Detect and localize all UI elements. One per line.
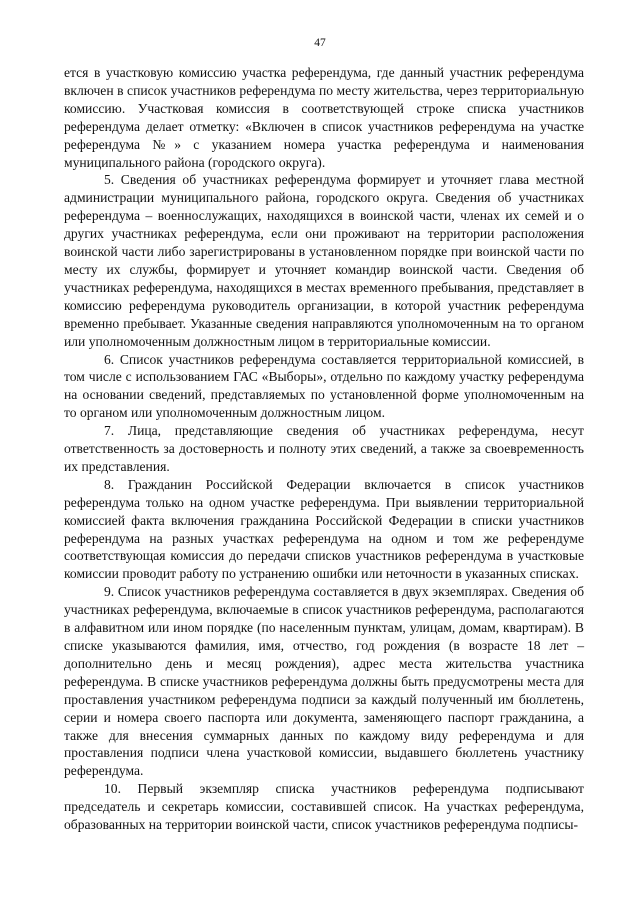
document-body: [64, 64, 584, 834]
paragraph-item-5: 5. Сведения об участниках референдума формирует и уточняет глава местной администрации муниципального района, городского округа. Сведения об участниках референдума – военнослужащих, находящихся в воинской части, членах их семей и о других участниках референдума, если они проживают на территории расположения воинской части либо зарегистрированы в установленном порядке при воинской части по месту их службы, формирует и уточняет командир воинской части. Сведения об участниках референдума, находящихся в местах временного пребывания, представляет в комиссию референдума руководитель организации, в которой участник референдума временно пребывает. Указанные сведения направляются уполномоченным на то органом или уполномоченным должностным лицом в территориальные комиссии.: [64, 172, 584, 349]
page-number: 47: [314, 37, 326, 49]
paragraph-item-9: 9. Список участников референдума составляется в двух экземплярах. Сведения об участниках референдума, включаемые в список участников референдума, располагаются в алфавитном или ином порядке (по населенным пунктам, улицам, домам, квартирам). В списке указываются фамилия, имя, отчество, год рождения (в возрасте 18 лет – дополнительно день и месяц рождения), адрес места жительства участника референдума. В списке участников референдума должны быть предусмотрены места для проставления участником референдума подписи за каждый полученный им бюллетень, серии и номера своего паспорта или документа, заменяющего паспорт гражданина, а также для внесения суммарных данных по каждому виду референдума и для проставления подписи члена участковой комиссии, выдавшего бюллетень участнику референдума.: [64, 584, 584, 779]
paragraph-item-6: 6. Список участников референдума составляется территориальной комиссией, в том числе с использованием ГАС «Выборы», отдельно по каждому участку референдума на основании сведений, представляемых по установленной форме уполномоченным на то органом или уполномоченным должностным лицом.: [64, 351, 584, 421]
paragraph-item-10: 10. Первый экземпляр списка участников референдума подписывают председатель и секретарь комиссии, составившей список. На участках референдума, образованных на территории воинской части, список участников референдума подписы-: [64, 781, 584, 833]
paragraph-continuation: ется в участковую комиссию участка референдума, где данный участник референдума включен в список участников референдума по месту жительства, через территориальную комиссию. Участковая комиссия в соответствующей строке списка участников референдума делает отметку: «Включен в список участников референдума на участке референдума №» с указанием номера участка референдума и наименования муниципального района (городского округа).: [64, 65, 584, 170]
paragraph-item-8: 8. Гражданин Российской Федерации включается в список участников референдума только на одном участке референдума. При выявлении территориальной комиссией факта включения гражданина Российской Федерации в списки участников референдума на разных участках референдума на одном и том же референдуме соответствующая комиссия до передачи списков участников референдума в участковые комиссии проводит работу по устранению ошибки или неточности в указанных списках.: [64, 476, 584, 582]
paragraph-item-7: 7. Лица, представляющие сведения об участниках референдума, несут ответственность за достоверность и полноту этих сведений, а также за своевременность их представления.: [64, 423, 584, 474]
